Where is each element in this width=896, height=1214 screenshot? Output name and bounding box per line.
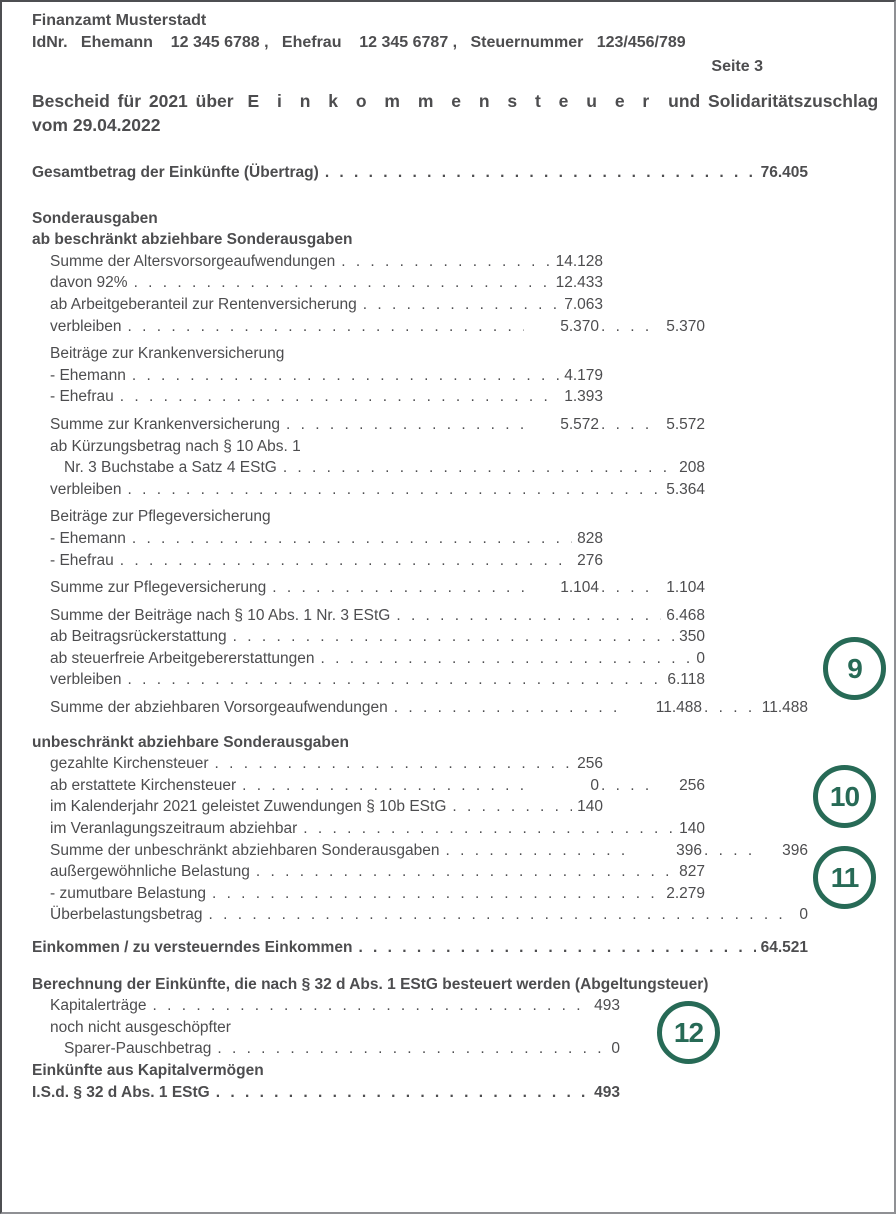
item-value: 14.128 bbox=[555, 252, 603, 270]
item-label: ab erstattete Kirchensteuer bbox=[50, 776, 237, 794]
document-title-date: vom 29.04.2022 bbox=[32, 115, 161, 135]
dot-leader bbox=[153, 995, 590, 1017]
taxable-income-row bbox=[32, 937, 808, 959]
heading-text: Berechnung der Einkünfte, die nach § 32 d Abs. 1 EStG besteuert werden (Abgeltungsteuer) bbox=[32, 975, 709, 993]
item-value: 4.179 bbox=[564, 366, 603, 384]
dot-leader bbox=[132, 528, 572, 550]
item-label: Beiträge zur Krankenversicherung bbox=[50, 345, 285, 363]
line-item bbox=[32, 861, 705, 883]
line-item bbox=[32, 775, 705, 797]
section-heading-sonderausgaben bbox=[32, 208, 808, 230]
dot-leader bbox=[272, 577, 524, 599]
row-value: 76.405 bbox=[760, 164, 808, 181]
item-label: - zumutbare Belastung bbox=[50, 884, 206, 902]
item-label: davon 92% bbox=[50, 274, 128, 292]
step-badge-9: 9 bbox=[823, 637, 886, 700]
title-suffix: und Solidaritätszuschlag bbox=[668, 91, 879, 111]
item-value-carry: 1.104 bbox=[666, 579, 705, 597]
dot-leader bbox=[341, 251, 550, 273]
dot-leader bbox=[601, 414, 653, 436]
line-item bbox=[32, 550, 603, 572]
dot-leader bbox=[242, 775, 524, 797]
taxpayer-id-text: IdNr. Ehemann 12 345 6788 , Ehefrau 12 345 6787 , Steuernummer 123/456/789 bbox=[32, 34, 686, 51]
item-value: 140 bbox=[679, 820, 705, 838]
dot-leader bbox=[132, 365, 559, 387]
dot-leader bbox=[325, 162, 756, 184]
dot-leader bbox=[452, 796, 572, 818]
item-label: ab Arbeitgeberanteil zur Rentenversicherung bbox=[50, 295, 357, 313]
item-value-carry: 5.572 bbox=[666, 415, 705, 433]
item-value: 1.393 bbox=[564, 388, 603, 406]
line-item bbox=[32, 995, 620, 1017]
row-label: I.S.d. § 32 d Abs. 1 EStG bbox=[32, 1083, 210, 1101]
section-heading-abgeltungsteuer bbox=[32, 974, 808, 996]
dot-leader bbox=[283, 457, 674, 479]
item-label: - Ehemann bbox=[50, 529, 126, 547]
item-value: 396 bbox=[676, 841, 702, 859]
heading-text: unbeschränkt abziehbare Sonderausgaben bbox=[32, 733, 349, 751]
line-item bbox=[32, 1038, 620, 1060]
item-label: Summe der abziehbaren Vorsorgeaufwendungen bbox=[50, 699, 388, 717]
item-value: 2.279 bbox=[666, 884, 705, 902]
item-label: ab Kürzungsbetrag nach § 10 Abs. 1 bbox=[50, 437, 301, 455]
line-item bbox=[32, 669, 705, 691]
item-label: Summe zur Krankenversicherung bbox=[50, 415, 281, 433]
line-item bbox=[32, 251, 603, 273]
line-item bbox=[32, 343, 808, 365]
step-badge-10: 10 bbox=[813, 765, 876, 828]
dot-leader bbox=[704, 840, 756, 862]
line-item bbox=[32, 528, 603, 550]
dot-leader bbox=[134, 272, 551, 294]
item-value: 7.063 bbox=[564, 295, 603, 313]
line-item bbox=[32, 796, 603, 818]
line-item bbox=[32, 272, 603, 294]
item-value: 827 bbox=[679, 863, 705, 881]
item-value-carry: 396 bbox=[782, 841, 808, 859]
dot-leader bbox=[394, 697, 627, 719]
item-value: 5.364 bbox=[666, 480, 705, 498]
item-label: - Ehefrau bbox=[50, 388, 114, 406]
item-label: verbleiben bbox=[50, 317, 122, 335]
dot-leader bbox=[128, 669, 663, 691]
item-label: noch nicht ausgeschöpfter bbox=[50, 1018, 231, 1036]
item-value: 0 bbox=[696, 649, 705, 667]
line-item bbox=[32, 605, 705, 627]
dot-leader bbox=[445, 840, 627, 862]
document-title bbox=[32, 89, 879, 137]
item-value: 256 bbox=[577, 755, 603, 773]
item-label: außergewöhnliche Belastung bbox=[50, 863, 250, 881]
item-value: 5.370 bbox=[560, 317, 599, 335]
item-value: 350 bbox=[679, 628, 705, 646]
item-label: verbleiben bbox=[50, 671, 122, 689]
document-title-line1 bbox=[32, 89, 879, 113]
line-item bbox=[32, 753, 603, 775]
line-item bbox=[32, 365, 603, 387]
item-label: Sparer-Pauschbetrag bbox=[64, 1040, 212, 1058]
line-item bbox=[32, 648, 705, 670]
line-item bbox=[32, 414, 705, 436]
item-value-carry: 11.488 bbox=[761, 699, 808, 717]
dot-leader bbox=[601, 775, 653, 797]
item-value: 208 bbox=[679, 459, 705, 477]
item-value: 0 bbox=[799, 906, 808, 924]
title-tax-word: E i n k o m m e n s t e u e r bbox=[247, 91, 655, 111]
page-number-label: Seite 3 bbox=[711, 58, 763, 75]
line-item bbox=[32, 818, 705, 840]
dot-leader bbox=[704, 697, 756, 719]
item-label: Überbelastungsbetrag bbox=[50, 906, 203, 924]
dot-leader bbox=[601, 316, 653, 338]
item-label: Summe der unbeschränkt abziehbaren Sonderausgaben bbox=[50, 841, 440, 859]
line-item bbox=[32, 904, 808, 926]
dot-leader bbox=[128, 479, 662, 501]
dot-leader bbox=[303, 818, 674, 840]
item-value: 493 bbox=[594, 997, 620, 1015]
item-label: - Ehemann bbox=[50, 366, 126, 384]
item-value: 140 bbox=[577, 798, 603, 816]
item-value: 12.433 bbox=[555, 274, 603, 292]
line-item bbox=[32, 436, 808, 458]
dot-leader bbox=[363, 294, 559, 316]
dot-leader bbox=[215, 753, 573, 775]
page-number bbox=[32, 56, 808, 78]
title-prefix: Bescheid für 2021 über bbox=[32, 91, 234, 111]
dot-leader bbox=[286, 414, 524, 436]
item-value: 828 bbox=[577, 529, 603, 547]
line-item bbox=[32, 883, 705, 905]
heading-text: Sonderausgaben bbox=[32, 209, 158, 227]
dot-leader bbox=[217, 1038, 606, 1060]
item-label: ab steuerfreie Arbeitgebererstattungen bbox=[50, 649, 315, 667]
tax-office-name bbox=[32, 10, 808, 32]
section-subheading-beschraenkt bbox=[32, 229, 808, 251]
line-item bbox=[32, 386, 603, 408]
line-item bbox=[32, 294, 603, 316]
line-item bbox=[32, 626, 705, 648]
line-item bbox=[32, 506, 808, 528]
item-value: 1.104 bbox=[560, 579, 599, 597]
item-label: im Veranlagungszeitraum abziehbar bbox=[50, 820, 298, 838]
item-value-carry: 5.370 bbox=[666, 317, 705, 335]
item-value: 11.488 bbox=[655, 699, 702, 717]
item-label: - Ehefrau bbox=[50, 551, 114, 569]
item-label: verbleiben bbox=[50, 480, 122, 498]
heading-text: ab beschränkt abziehbare Sonderausgaben bbox=[32, 231, 353, 249]
row-label: Einkommen / zu versteuerndes Einkommen bbox=[32, 939, 353, 956]
dot-leader bbox=[128, 316, 524, 338]
dot-leader bbox=[321, 648, 692, 670]
line-item bbox=[32, 479, 705, 501]
step-badge-12: 12 bbox=[657, 1001, 720, 1064]
item-value: 276 bbox=[577, 551, 603, 569]
item-value: 6.468 bbox=[666, 606, 705, 624]
dot-leader bbox=[120, 550, 572, 572]
item-value-carry: 256 bbox=[679, 776, 705, 794]
line-item bbox=[32, 457, 705, 479]
dot-leader bbox=[216, 1082, 589, 1104]
item-label: Summe der Beiträge nach § 10 Abs. 1 Nr. 3 EStG bbox=[50, 606, 391, 624]
dot-leader bbox=[396, 605, 661, 627]
dot-leader bbox=[120, 386, 559, 408]
item-value: 6.118 bbox=[667, 671, 705, 689]
dot-leader bbox=[212, 883, 661, 905]
row-label: Gesamtbetrag der Einkünfte (Übertrag) bbox=[32, 164, 319, 181]
item-value: 0 bbox=[611, 1040, 620, 1058]
dot-leader bbox=[209, 904, 795, 926]
line-item bbox=[32, 840, 808, 862]
step-badge-11: 11 bbox=[813, 846, 876, 909]
section-heading-unbeschraenkt bbox=[32, 732, 808, 754]
dot-leader bbox=[358, 937, 755, 959]
item-label: Nr. 3 Buchstabe a Satz 4 EStG bbox=[64, 459, 277, 477]
item-label: im Kalenderjahr 2021 geleistet Zuwendungen § 10b EStG bbox=[50, 798, 447, 816]
row-value: 64.521 bbox=[760, 939, 808, 956]
item-label: Summe der Altersvorsorgeaufwendungen bbox=[50, 252, 336, 270]
row-value: 493 bbox=[594, 1083, 620, 1101]
tax-office-label: Finanzamt Musterstadt bbox=[32, 12, 207, 29]
taxpayer-id-line bbox=[32, 32, 808, 54]
item-label: ab Beitragsrückerstattung bbox=[50, 628, 227, 646]
dot-leader bbox=[256, 861, 674, 883]
item-value: 5.572 bbox=[560, 415, 599, 433]
item-label: gezahlte Kirchensteuer bbox=[50, 755, 209, 773]
line-item bbox=[32, 316, 705, 338]
dot-leader bbox=[233, 626, 675, 648]
heading-text: Einkünfte aus Kapitalvermögen bbox=[32, 1061, 264, 1079]
total-income-carryover-row bbox=[32, 162, 808, 184]
item-label: Beiträge zur Pflegeversicherung bbox=[50, 508, 271, 526]
line-item bbox=[32, 577, 705, 599]
dot-leader bbox=[601, 577, 653, 599]
line-item bbox=[32, 697, 808, 719]
item-label: Summe zur Pflegeversicherung bbox=[50, 579, 267, 597]
capital-income-result-row bbox=[32, 1082, 620, 1104]
item-value: 0 bbox=[590, 776, 599, 794]
item-label: Kapitalerträge bbox=[50, 997, 147, 1015]
